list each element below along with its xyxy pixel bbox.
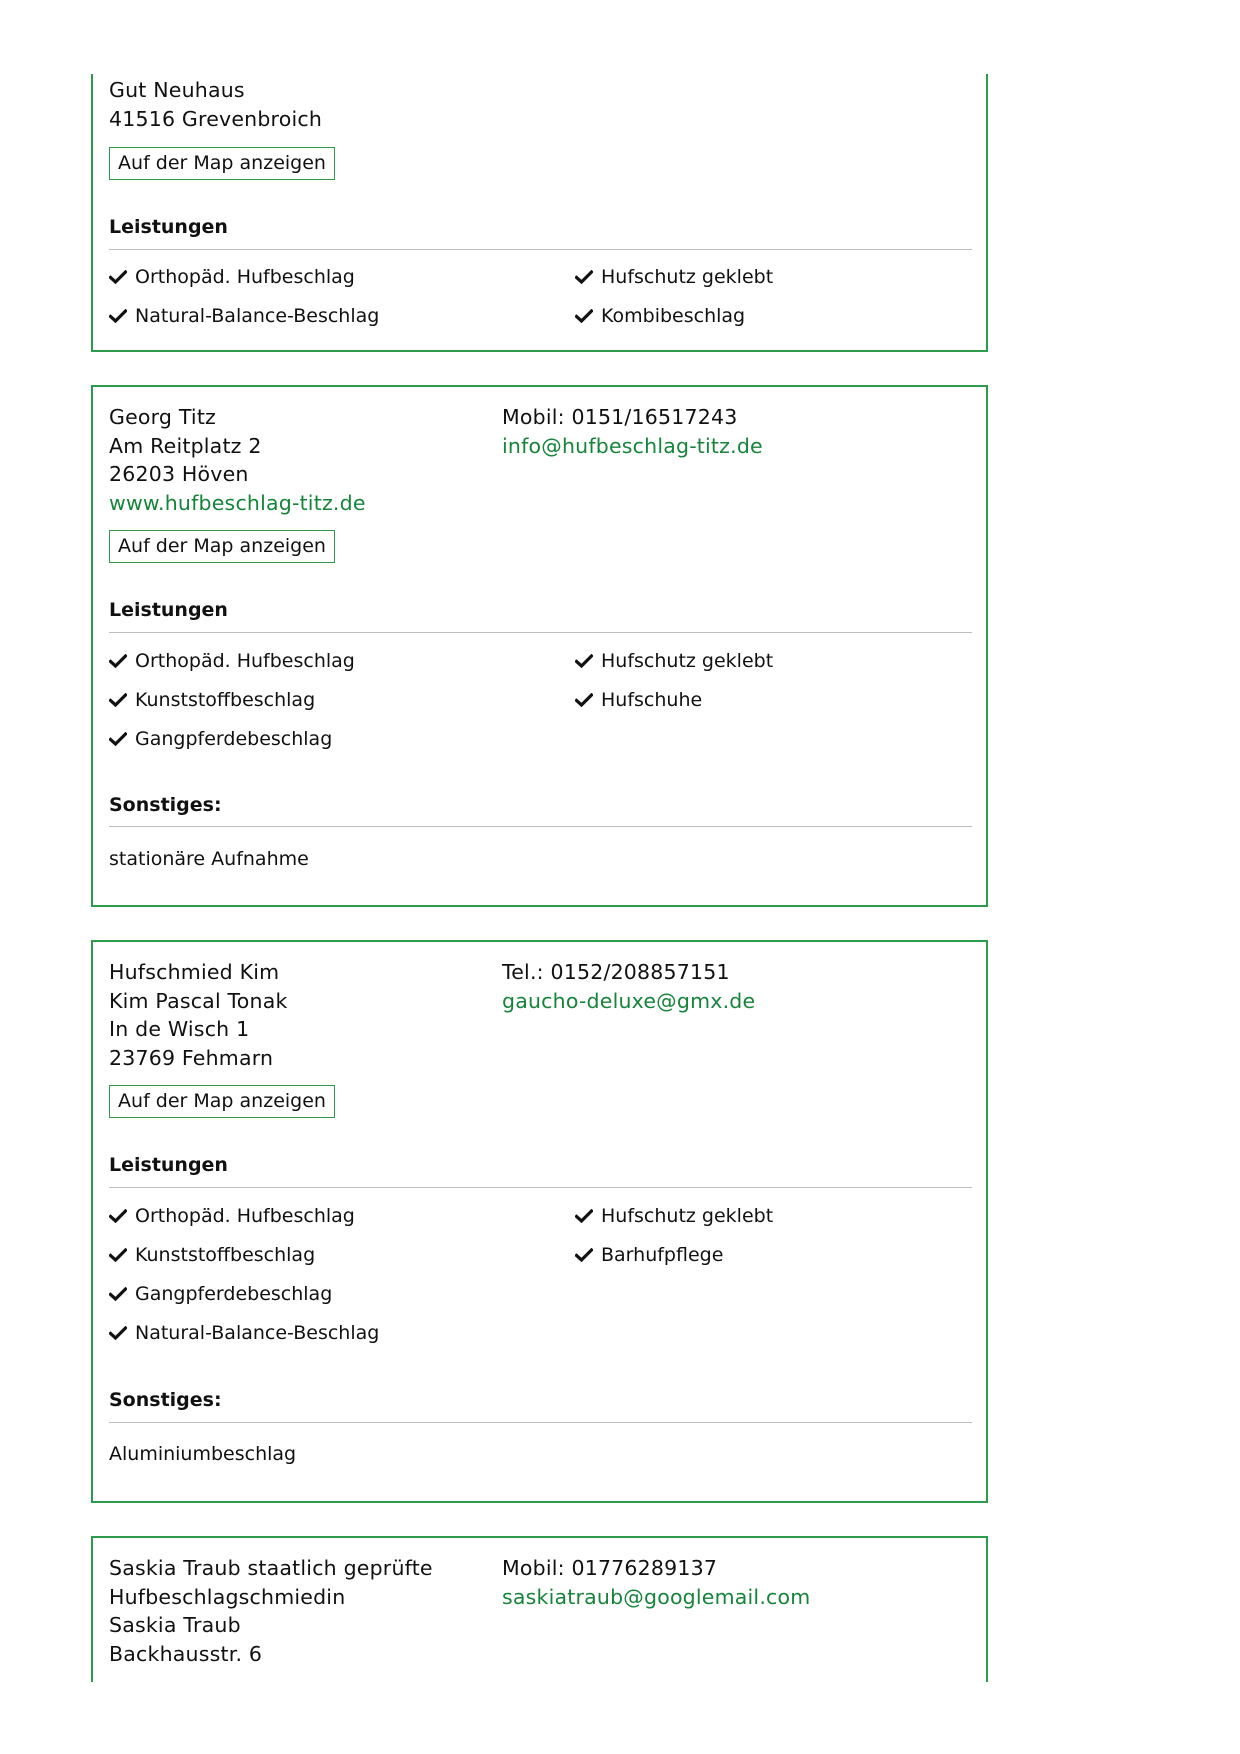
- divider: [109, 1187, 972, 1188]
- services-heading: Leistungen: [109, 599, 228, 621]
- check-icon: [109, 1209, 127, 1223]
- check-icon: [109, 732, 127, 746]
- divider: [109, 632, 972, 633]
- contact-block: [502, 403, 763, 460]
- address-line: Backhausstr. 6: [109, 1641, 263, 1666]
- address-line: Gut Neuhaus: [109, 78, 245, 102]
- service-item: Orthopäd. Hufbeschlag: [109, 649, 355, 673]
- check-icon: [109, 693, 127, 707]
- services-heading: Leistungen: [109, 1154, 228, 1176]
- service-item: Hufschutz geklebt: [575, 265, 773, 289]
- service-item: Kunststoffbeschlag: [109, 1243, 315, 1267]
- divider: [109, 1422, 972, 1423]
- check-icon: [109, 309, 127, 323]
- address-block: [109, 76, 322, 133]
- show-on-map-button[interactable]: Auf der Map anzeigen: [109, 530, 335, 563]
- service-item: Barhufpflege: [575, 1243, 723, 1267]
- phone-number: Mobil: 01776289137: [502, 1556, 718, 1580]
- contact-block: [502, 958, 755, 1015]
- service-item: Orthopäd. Hufbeschlag: [109, 265, 355, 289]
- divider: [109, 249, 972, 250]
- email-link[interactable]: saskiatraub@googlemail.com: [502, 1584, 811, 1609]
- address-block: [109, 958, 288, 1072]
- divider: [109, 826, 972, 827]
- service-item: Natural-Balance-Beschlag: [109, 304, 379, 328]
- other-heading: Sonstiges:: [109, 1389, 222, 1411]
- address-line: 23769 Fehmarn: [109, 1045, 274, 1070]
- service-item: Hufschuhe: [575, 688, 702, 712]
- check-icon: [575, 1209, 593, 1223]
- service-item: Orthopäd. Hufbeschlag: [109, 1204, 355, 1228]
- address-line: 41516 Grevenbroich: [109, 106, 323, 131]
- address-block: [109, 1554, 433, 1668]
- address-block: [109, 403, 366, 517]
- services-heading: Leistungen: [109, 216, 228, 238]
- address-line: Georg Titz: [109, 405, 217, 429]
- contact-block: [502, 1554, 810, 1611]
- service-item: Hufschutz geklebt: [575, 649, 773, 673]
- farrier-card-4: [91, 1536, 988, 1682]
- address-line: 26203 Höven: [109, 462, 249, 486]
- show-on-map-button[interactable]: Auf der Map anzeigen: [109, 1085, 335, 1118]
- address-line: Saskia Traub: [109, 1613, 241, 1637]
- check-icon: [575, 654, 593, 668]
- check-icon: [575, 693, 593, 707]
- service-item: Kombibeschlag: [575, 304, 745, 328]
- farrier-card-2: [91, 385, 988, 907]
- address-line: Kim Pascal Tonak: [109, 988, 288, 1013]
- website-link[interactable]: www.hufbeschlag-titz.de: [109, 490, 366, 515]
- show-on-map-button[interactable]: Auf der Map anzeigen: [109, 147, 335, 180]
- check-icon: [575, 1248, 593, 1262]
- farrier-card-3: [91, 940, 988, 1503]
- check-icon: [109, 270, 127, 284]
- check-icon: [109, 654, 127, 668]
- service-item: Hufschutz geklebt: [575, 1204, 773, 1228]
- address-line: In de Wisch 1: [109, 1017, 250, 1041]
- service-item: Kunststoffbeschlag: [109, 688, 315, 712]
- email-link[interactable]: gaucho-deluxe@gmx.de: [502, 988, 756, 1013]
- check-icon: [109, 1248, 127, 1262]
- address-line: Am Reitplatz 2: [109, 433, 262, 458]
- other-heading: Sonstiges:: [109, 794, 222, 816]
- check-icon: [575, 309, 593, 323]
- phone-number: Tel.: 0152/208857151: [502, 960, 730, 984]
- check-icon: [575, 270, 593, 284]
- check-icon: [109, 1287, 127, 1301]
- service-item: Natural-Balance-Beschlag: [109, 1321, 379, 1345]
- email-link[interactable]: info@hufbeschlag-titz.de: [502, 433, 763, 458]
- check-icon: [109, 1326, 127, 1340]
- address-line: Saskia Traub staatlich geprüfte: [109, 1556, 433, 1580]
- address-line: Hufschmied Kim: [109, 960, 280, 984]
- phone-number: Mobil: 0151/16517243: [502, 405, 738, 429]
- address-line: Hufbeschlagschmiedin: [109, 1584, 346, 1609]
- other-text: Aluminiumbeschlag: [109, 1443, 297, 1465]
- farrier-card-1: [91, 74, 988, 352]
- other-text: stationäre Aufnahme: [109, 848, 309, 870]
- service-item: Gangpferdebeschlag: [109, 1282, 332, 1306]
- service-item: Gangpferdebeschlag: [109, 727, 332, 751]
